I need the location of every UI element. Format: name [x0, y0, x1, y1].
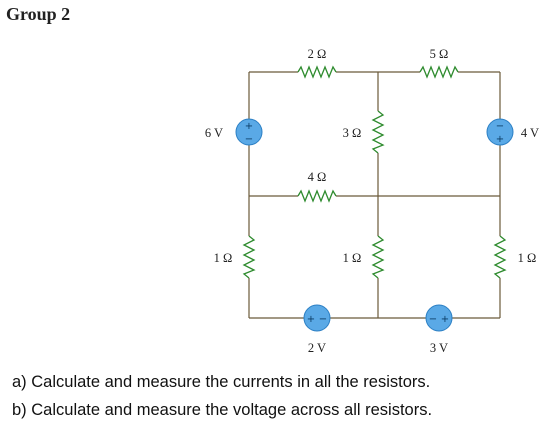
question-b: b) Calculate and measure the voltage across all resistors.: [12, 401, 433, 419]
svg-text:−: −: [318, 314, 328, 325]
label-v-bottom-left: 2 V: [307, 341, 327, 355]
label-r-bottom-right: 1 Ω: [517, 251, 537, 265]
label-r-bottom-middle: 1 Ω: [342, 251, 362, 265]
svg-text:+: +: [306, 314, 316, 325]
svg-text:+: +: [440, 314, 450, 325]
voltage-source-bottom-left: [304, 305, 330, 331]
resistor-middle-horizontal: [298, 191, 336, 201]
resistor-bottom-middle: [373, 236, 383, 278]
voltage-source-bottom-right: [426, 305, 452, 331]
label-r-top-left: 2 Ω: [307, 47, 327, 61]
voltage-source-right: [487, 119, 513, 145]
resistor-middle-vertical: [373, 111, 383, 153]
page-title: Group 2: [6, 4, 71, 24]
resistor-top-right: [420, 67, 458, 77]
resistor-bottom-left: [244, 236, 254, 278]
svg-text:−: −: [244, 134, 254, 145]
label-v-bottom-right: 3 V: [429, 341, 449, 355]
label-r-middle-horizontal: 4 Ω: [307, 170, 327, 184]
label-r-top-right: 5 Ω: [429, 47, 449, 61]
svg-text:+: +: [244, 121, 254, 132]
label-r-bottom-left: 1 Ω: [213, 251, 233, 265]
label-v-right: 4 V: [520, 126, 540, 140]
wires: [249, 72, 500, 318]
resistor-bottom-right: [495, 236, 505, 278]
resistor-top-left: [298, 67, 336, 77]
label-v-left: 6 V: [204, 126, 224, 140]
svg-text:−: −: [428, 314, 438, 325]
label-r-middle-vertical: 3 Ω: [342, 126, 362, 140]
voltage-source-left: [236, 119, 262, 145]
svg-text:+: +: [495, 134, 505, 145]
svg-text:−: −: [495, 121, 505, 132]
question-a: a) Calculate and measure the currents in all the resistors.: [12, 373, 431, 391]
